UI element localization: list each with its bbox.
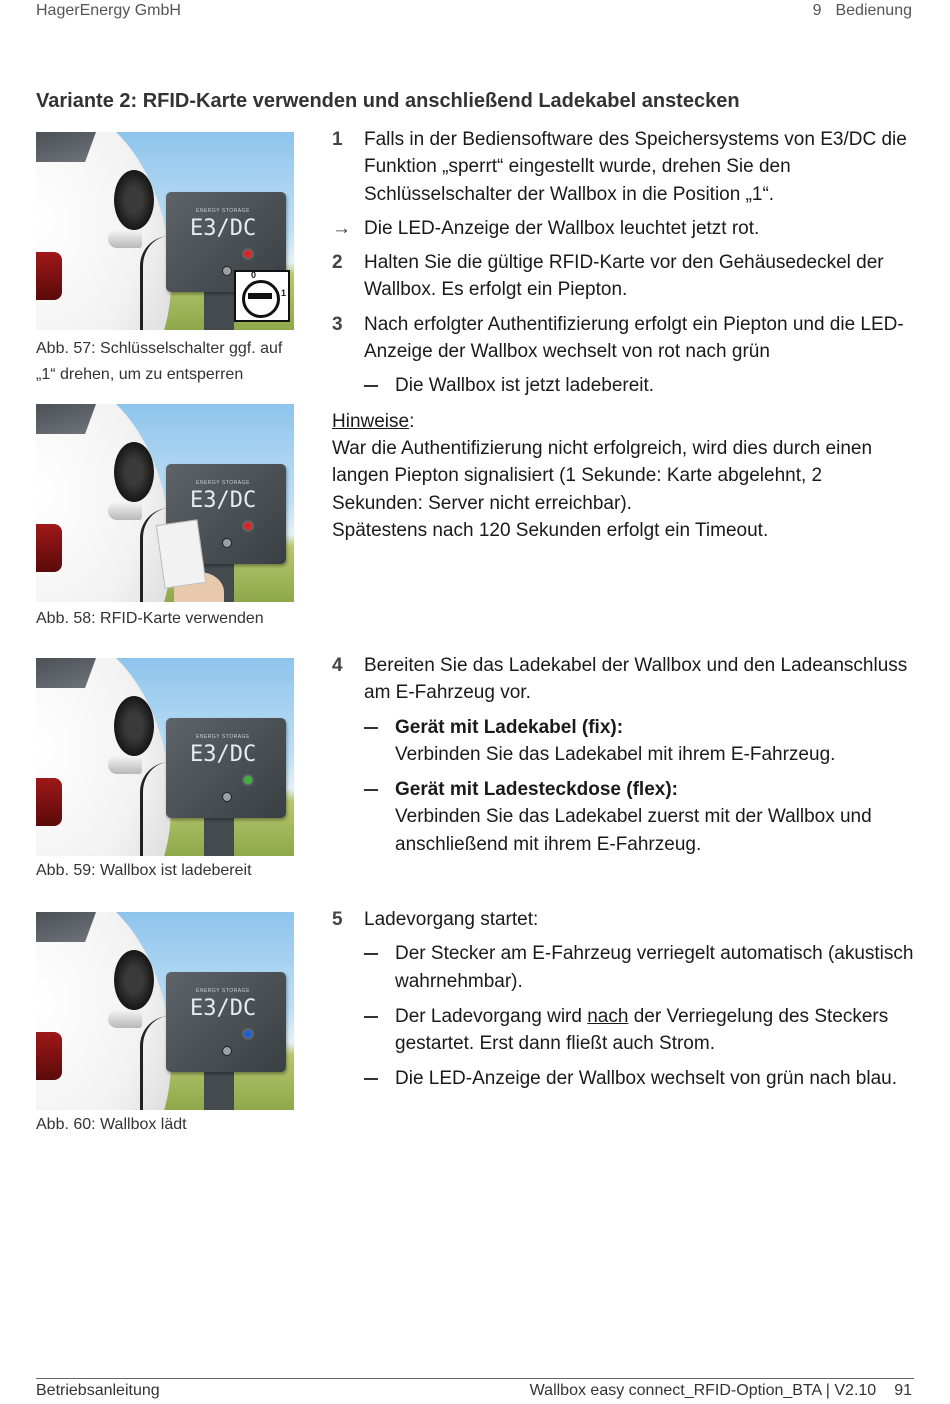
page-number: 91 (894, 1382, 912, 1399)
header-chapter (813, 2, 912, 20)
step-5 (332, 906, 914, 933)
key-switch-icon (234, 270, 290, 322)
key-switch (222, 538, 232, 548)
step-number: 1 (332, 129, 343, 150)
step-number: 4 (332, 655, 343, 676)
wallbox-photo (36, 404, 294, 602)
step-number: 3 (332, 313, 343, 335)
step-5-substep-c: Die LED-Anzeige der Wallbox wechselt von grün nach blau. (332, 1065, 914, 1092)
figure-caption: Abb. 58: RFID-Karte verwenden (36, 610, 264, 627)
charging-port (114, 696, 154, 756)
led-indicator (244, 250, 252, 258)
step-2 (332, 249, 914, 304)
wallbox-logo-subtitle: ENERGY STORAGE (196, 480, 250, 486)
result-1 (332, 215, 914, 242)
wallbox-photo (36, 658, 294, 856)
option-text: Verbinden Sie das Ladekabel zuerst mit der Wallbox und anschließend mit ihrem E-Fahrzeug. (395, 806, 872, 855)
step-text: Halten Sie die gültige RFID-Karte vor den Gehäusedeckel der Wallbox. Es erfolgt ein Piepton. (364, 252, 884, 301)
led-indicator (244, 776, 252, 784)
substep-text-pre: Der Ladevorgang wird (395, 1005, 588, 1027)
wallbox-logo: E3/DC (190, 488, 257, 513)
key-switch (222, 792, 232, 802)
charging-plug (108, 1010, 142, 1028)
step-5-substep-a: Der Stecker am E-Fahrzeug verriegelt automatisch (akustisch wahrnehmbar). (332, 940, 914, 995)
arrow-right-icon: → (332, 217, 351, 239)
charging-plug (108, 230, 142, 248)
wallbox-logo-subtitle: ENERGY STORAGE (196, 734, 250, 740)
step-4 (332, 652, 914, 707)
wallbox-photo (36, 912, 294, 1110)
car-taillight (36, 1032, 62, 1080)
charging-plug (108, 502, 142, 520)
note-colon: : (409, 410, 415, 432)
instructions-block-1 (332, 126, 914, 544)
step-text: Falls in der Bediensoftware des Speichersystems von E3/DC die Funktion „sperrt“ eingestellt wurde, drehen Sie den Schlüsselschalter der Wallbox in die Position „1“. (364, 129, 907, 205)
option-text: Verbinden Sie das Ladekabel mit ihrem E-Fahrzeug. (395, 743, 836, 765)
footer-right (530, 1382, 912, 1400)
step-text: Ladevorgang startet: (364, 909, 539, 930)
switch-mark-0: 0 (251, 270, 257, 280)
step-1 (332, 126, 914, 208)
step-4-option-flex (332, 776, 914, 858)
key-switch (222, 266, 232, 276)
step-3 (332, 311, 914, 366)
substep-text-underlined: nach (587, 1005, 629, 1027)
step-text: Bereiten Sie das Ladekabel der Wallbox und den Ladeanschluss am E-Fahrzeug vor. (364, 655, 908, 704)
step-4-option-fix (332, 714, 914, 769)
rfid-card (156, 519, 206, 588)
substep-text-post: der Verriegelung des Steckers gestartet. Erst dann fließt auch Strom. (395, 1005, 889, 1055)
figure-caption: Abb. 57: Schlüsselschalter ggf. auf „1“ drehen, um zu entsperren (36, 340, 283, 383)
note-text-2: Spätestens nach 120 Sekunden erfolgt ein Timeout. (332, 519, 769, 541)
wallbox-logo-subtitle: ENERGY STORAGE (196, 988, 250, 994)
car-taillight (36, 778, 62, 826)
instructions-block-2 (332, 652, 914, 866)
key-switch (222, 1046, 232, 1056)
option-title: Gerät mit Ladekabel (fix): (395, 716, 624, 738)
note-text: War die Authentifizierung nicht erfolgreich, wird dies durch einen langen Piepton signalisiert (1 Sekunde: Karte abgelehnt, 2 Sekunden: Server nicht erreichbar). (332, 437, 873, 514)
note-label: Hinweise (332, 410, 410, 432)
chapter-title: Bedienung (835, 2, 912, 19)
header-company: HagerEnergy GmbH (36, 2, 181, 19)
note (332, 408, 914, 544)
figure-57 (36, 132, 294, 388)
wallbox-logo-subtitle: ENERGY STORAGE (196, 208, 250, 214)
wallbox-logo: E3/DC (190, 216, 257, 241)
figure-58 (36, 404, 294, 632)
wallbox-housing (166, 972, 286, 1072)
chapter-number: 9 (812, 2, 822, 19)
car-taillight (36, 252, 62, 300)
step-text: Nach erfolgter Authentifizierung erfolgt ein Piepton und die LED-Anzeige der Wallbox wechselt von rot nach grün (364, 313, 904, 363)
charging-plug (108, 756, 142, 774)
charging-port (114, 950, 154, 1010)
charging-port (114, 170, 154, 230)
result-text: Die LED-Anzeige der Wallbox leuchtet jetzt rot. (364, 217, 760, 239)
instructions-block-3 (332, 906, 914, 1101)
charging-port (114, 442, 154, 502)
footer-doc: Wallbox easy connect_RFID-Option_BTA | V2.10 (529, 1382, 877, 1399)
section-title: Variante 2: RFID-Karte verwenden und anschließend Ladekabel anstecken (36, 90, 740, 112)
wallbox-logo: E3/DC (190, 996, 257, 1021)
footer-left: Betriebsanleitung (36, 1382, 160, 1399)
step-5-substep-b (332, 1003, 914, 1058)
option-title: Gerät mit Ladesteckdose (flex): (395, 779, 678, 801)
wallbox-photo (36, 132, 294, 330)
figure-caption: Abb. 60: Wallbox lädt (36, 1116, 187, 1133)
switch-mark-1: 1 (280, 288, 286, 298)
wallbox-housing (166, 718, 286, 818)
wallbox-logo: E3/DC (190, 742, 257, 767)
step-number: 5 (332, 909, 343, 930)
step-number: 2 (332, 252, 343, 274)
footer-divider (36, 1378, 914, 1379)
car-taillight (36, 524, 62, 572)
led-indicator (244, 1030, 252, 1038)
led-indicator (244, 522, 252, 530)
step-3-substep: Die Wallbox ist jetzt ladebereit. (332, 372, 914, 399)
figure-caption: Abb. 59: Wallbox ist ladebereit (36, 862, 252, 879)
figure-59 (36, 658, 294, 884)
figure-60 (36, 912, 294, 1138)
